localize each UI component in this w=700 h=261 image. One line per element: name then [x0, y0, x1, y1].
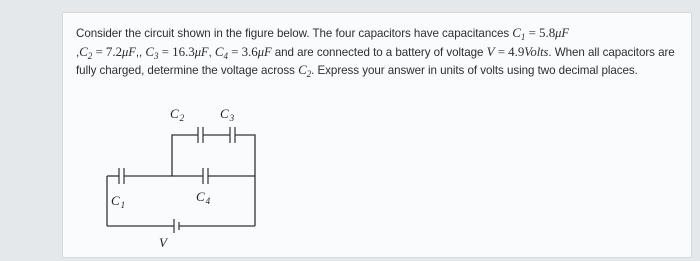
c4-symbol: $C_4$ [214, 43, 228, 61]
c1-label: $C_1$ [111, 193, 126, 210]
v-value: = 4.9 [494, 43, 525, 59]
c2-symbol: $C_2$ [79, 43, 93, 61]
c4-label: $C_4$ [196, 189, 211, 206]
c2-unit: μF [122, 44, 136, 59]
c1-symbol: $C_1$ [512, 25, 526, 42]
circuit-diagram [63, 13, 693, 259]
c1-unit: μF [555, 26, 569, 40]
battery-text: and are connected to a battery of voltage [271, 45, 487, 59]
middle-branch [172, 155, 255, 226]
c3-lead: ,, [135, 45, 146, 59]
v-symbol: V [486, 43, 495, 59]
c3-unit: μF [194, 44, 209, 59]
c4-value: = 3.6 [227, 43, 258, 59]
c3-value: = 16.3 [158, 43, 195, 59]
question-card [62, 12, 692, 258]
c2-lead: , [76, 45, 80, 59]
question-intro: Consider the circuit shown in the figure below. The four capacitors have capacitances [76, 27, 513, 40]
target-symbol: $C_2$ [298, 62, 312, 79]
c2-label: $C_2$ [170, 106, 185, 123]
battery-label: V [159, 235, 167, 250]
c4-lead: , [208, 45, 215, 59]
c2-value: = 7.2 [92, 43, 123, 59]
c3-label: $C_3$ [220, 106, 235, 123]
question-tail-1: . When all capacitors are fully charged, determine the voltage across [76, 45, 675, 77]
c3-symbol: $C_3$ [145, 43, 159, 61]
top-branch [172, 127, 255, 176]
battery-branch [107, 219, 255, 233]
c4-unit: μF [257, 44, 272, 59]
v-unit: Volts [524, 44, 549, 59]
question-tail-2: . Express your answer in units of volts using two decimal places. [311, 64, 638, 77]
c1-value: = 5.8 [525, 25, 556, 40]
